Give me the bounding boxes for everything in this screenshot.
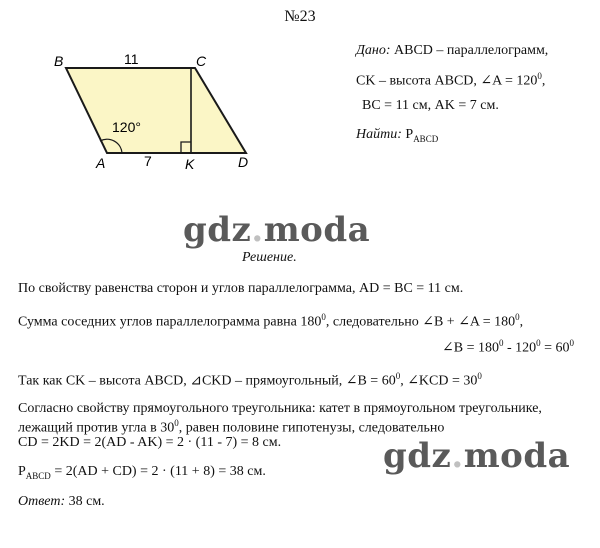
solution-p5-line3: CD = 2KD = 2(AD - AK) = 2 · (11 - 7) = 8 см. [18,435,282,450]
given-line-3: BC = 11 см, AK = 7 см. [362,98,499,113]
given-line-1-text: ABCD – параллелограмм, [394,43,549,58]
vertex-a-label: A [96,155,106,171]
find-label: Найти: [356,127,402,142]
vertex-c-label: C [196,53,207,69]
solution-p4: Так как CK – высота ABCD, ⊿CKD – прямоугольный, ∠B = $60^0$, ∠KCD = $30^0$ [18,371,482,389]
parallelogram-shape [66,68,246,153]
find-line: Найти: $P_{ABCD}$ [356,127,439,144]
vertex-b-label: B [54,53,64,69]
answer-label: Ответ: [18,494,66,509]
answer-line [18,494,105,510]
solution-p3: ∠B = $180^0 - 120^0 = 60^0$ [442,338,575,356]
vertex-k-label: K [185,156,195,172]
solution-p5-line2: лежащий против угла в $30^0$, равен половине гипотенузы, следовательно [18,418,445,436]
given-line-2: CK – высота ABCD, ∠A = $120^0$, [356,71,546,89]
solution-heading: Решение. [242,250,297,265]
watermark-top: gdz.moda [183,210,371,250]
solution-p2: Сумма соседних углов параллелограмма равна $180^0$, следовательно ∠B + ∠A = $180^0$, [18,312,524,330]
side-bc-length: 11 [124,52,139,67]
solution-p1: По свойству равенства сторон и углов параллелограмма, AD = BC = 11 см. [18,281,464,296]
answer-value: 38 см. [65,494,105,509]
given-label: Дано: [356,43,391,58]
solution-p6: $P_{ABCD} = 2(AD + CD) = 2 \cdot (11 + 8) = 38$ см. [18,464,266,481]
vertex-d-label: D [238,154,249,170]
problem-number: №23 [284,8,316,25]
segment-ak-length: 7 [144,153,152,169]
parallelogram-figure [50,52,270,172]
solution-p5-line1: Согласно свойству прямоугольного треугольника: катет в прямоугольном треугольнике, [18,401,542,416]
given-line-1 [356,43,548,59]
watermark-bottom: gdz.moda [383,436,571,476]
angle-a-label: 120° [112,119,141,135]
